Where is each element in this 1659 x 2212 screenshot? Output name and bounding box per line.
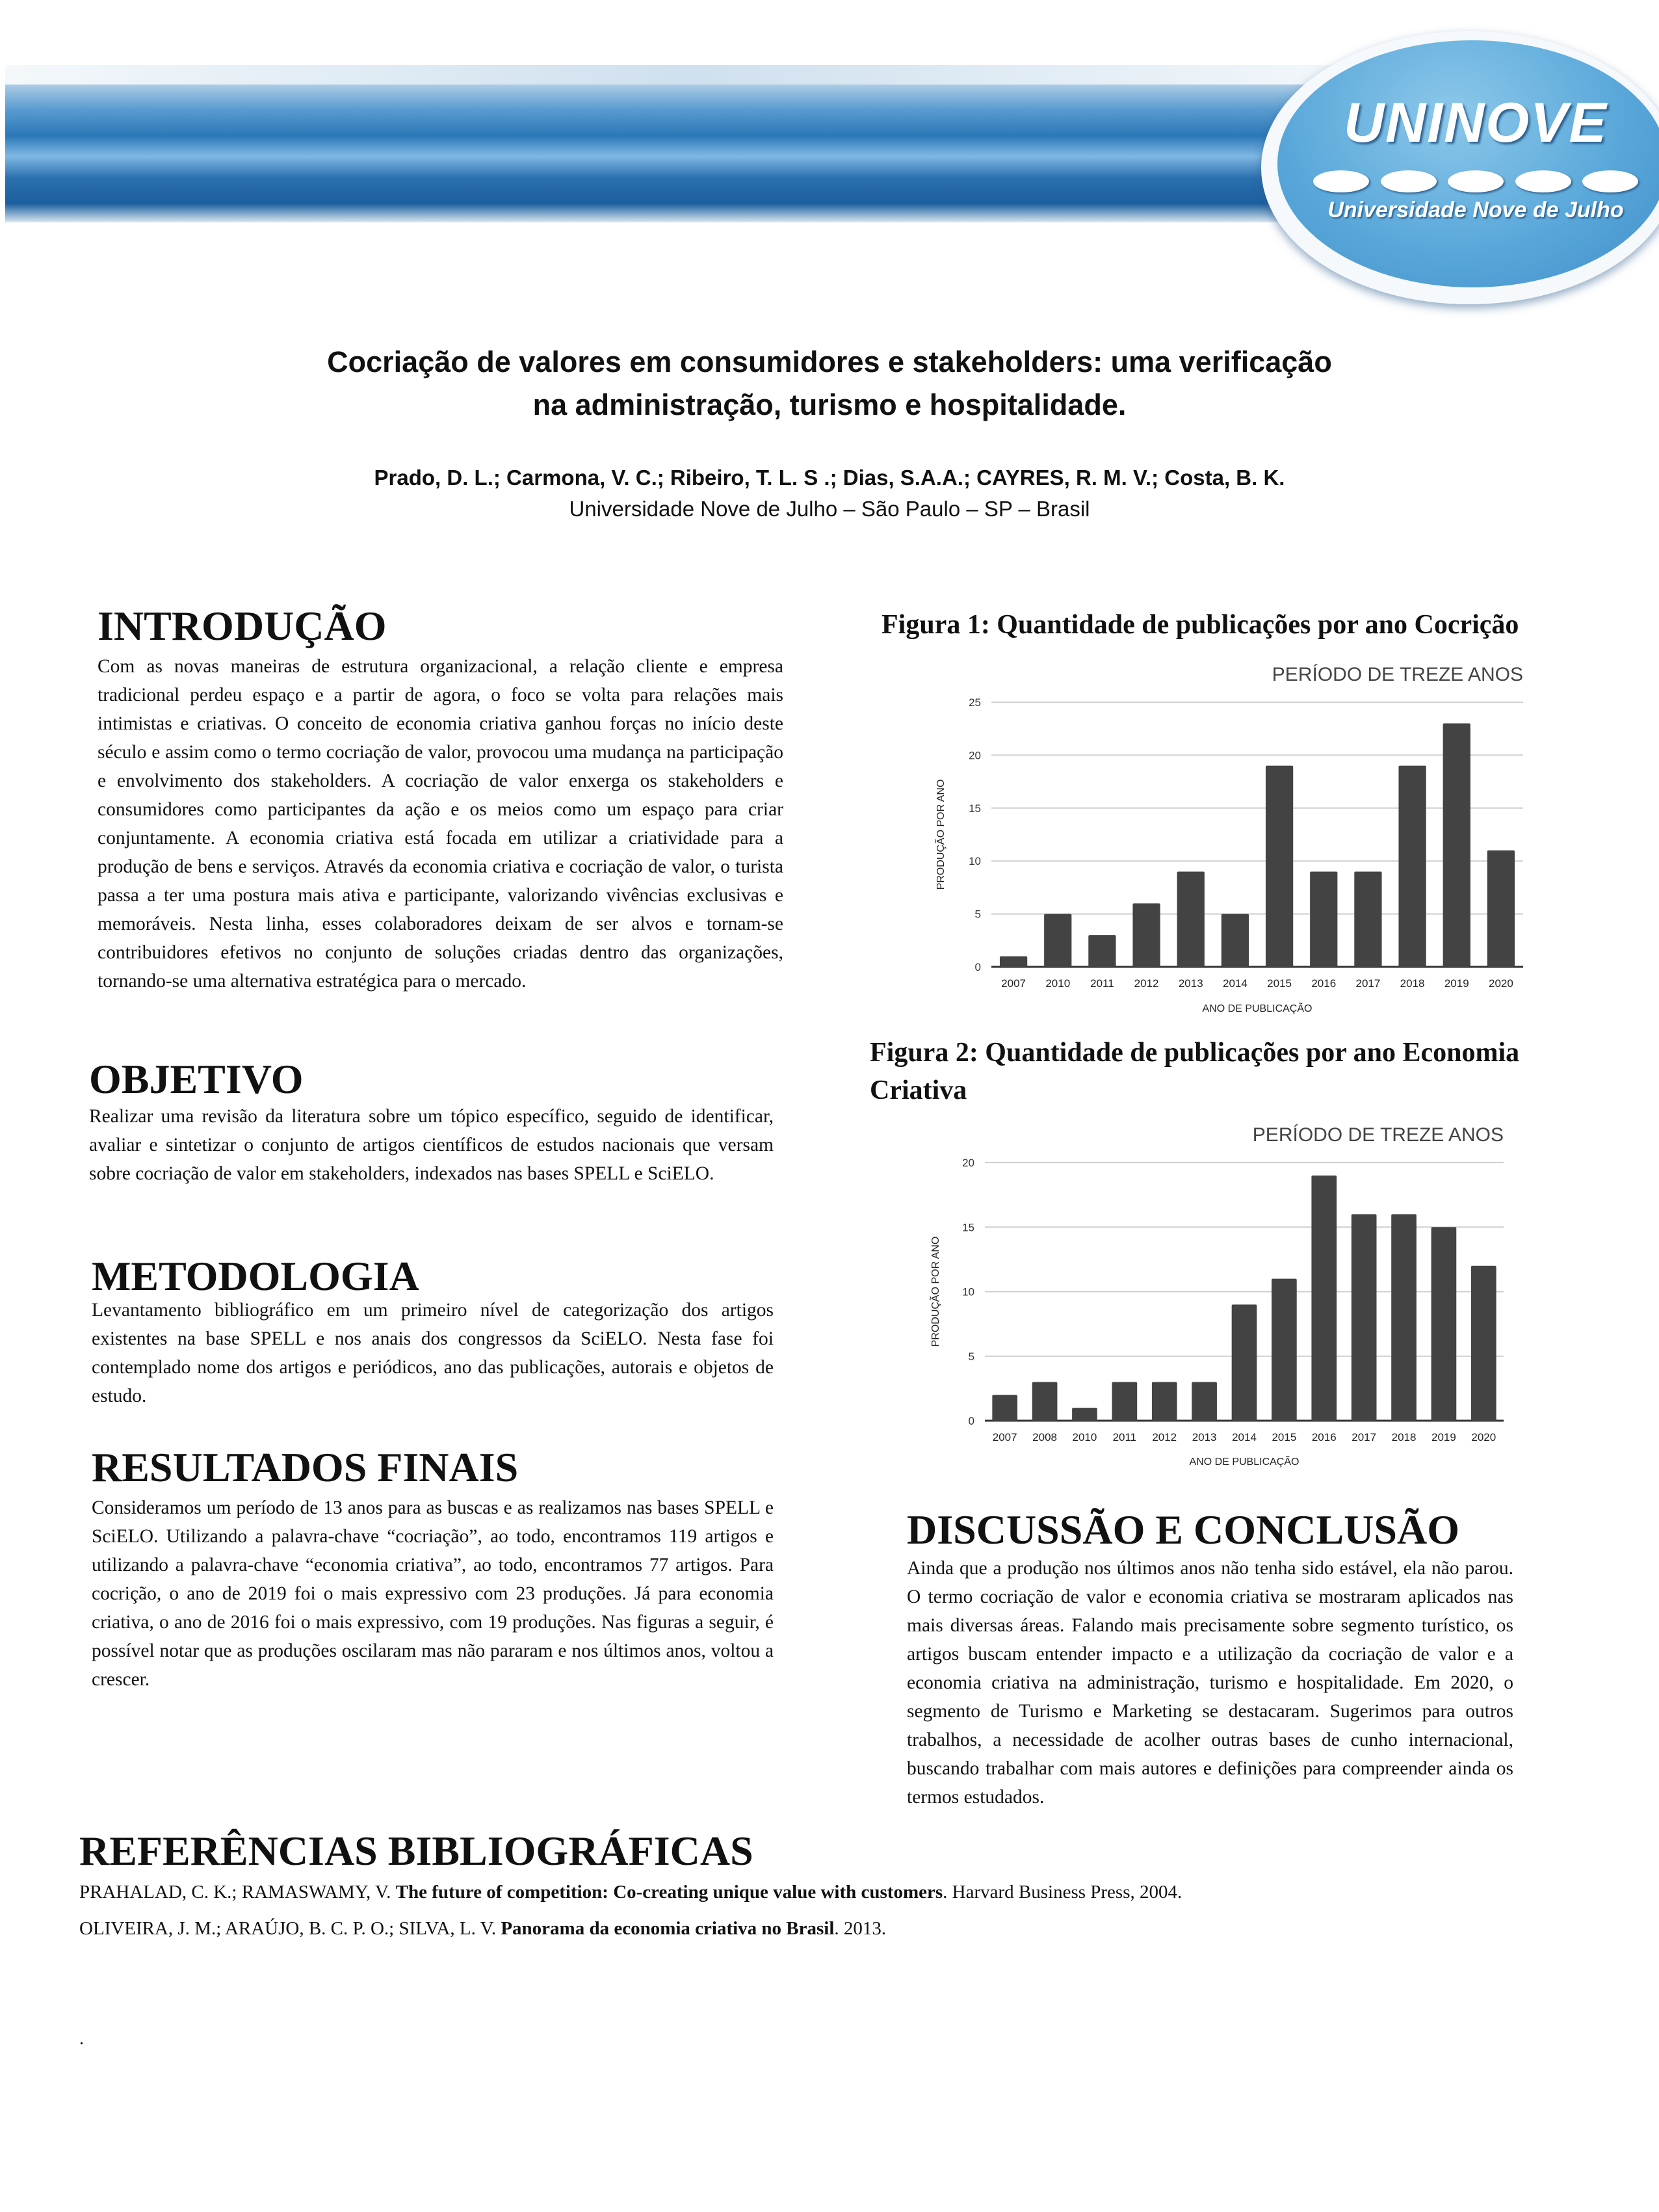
figure2-caption: Figura 2: Quantidade de publicações por ano Economia Criativa — [870, 1038, 1520, 1105]
chart-title: PERÍODO DE TREZE ANOS — [1252, 1124, 1504, 1146]
bar-2014 — [1232, 1304, 1257, 1421]
x-tick-label: 2008 — [1032, 1431, 1057, 1443]
bar-2019 — [1443, 724, 1470, 967]
chart-title: PERÍODO DE TREZE ANOS — [1272, 664, 1523, 685]
affiliation: Universidade Nove de Julho – São Paulo – SP – Brasil — [569, 497, 1090, 521]
x-tick-label: 2015 — [1267, 977, 1292, 990]
x-tick-label: 2015 — [1272, 1431, 1297, 1443]
bar-2017 — [1352, 1214, 1377, 1421]
poster-title-line2: na administração, turismo e hospitalidade. — [532, 388, 1127, 421]
bar-2013 — [1177, 871, 1205, 967]
x-tick-label: 2020 — [1489, 977, 1513, 990]
y-tick-label: 0 — [968, 1415, 974, 1427]
bar-2011 — [1112, 1382, 1138, 1421]
bar-2016 — [1310, 871, 1337, 967]
x-tick-label: 2012 — [1134, 977, 1159, 990]
metodologia-heading: METODOLOGIA — [92, 1253, 419, 1299]
bar-2007 — [1000, 956, 1027, 967]
x-tick-label: 2017 — [1355, 977, 1381, 990]
y-tick-label: 10 — [969, 855, 981, 868]
resultados-heading: RESULTADOS FINAIS — [92, 1444, 519, 1490]
reference-publisher: . Harvard Business Press, 2004. — [943, 1882, 1182, 1903]
x-tick-label: 2011 — [1112, 1431, 1137, 1443]
bar-2008 — [1032, 1382, 1058, 1421]
y-tick-label: 15 — [969, 802, 981, 815]
x-tick-label: 2018 — [1391, 1431, 1417, 1443]
bar-2018 — [1398, 766, 1426, 967]
bar-2015 — [1272, 1279, 1297, 1421]
metodologia-text: Levantamento bibliográfico em um primeiro nível de categorização dos artigos existentes na base SPELL e nos anais dos congressos da SciELO. Nesta fase foi contemplado nome dos artigos e periódicos, ano das publicações, autorais e objetos de estudo. — [92, 1300, 774, 1406]
logo-subtitle: Universidade Nove de Julho — [1327, 198, 1624, 222]
logo-name: UNINOVE — [1344, 92, 1608, 154]
x-axis-label: ANO DE PUBLICAÇÃO — [1189, 1456, 1300, 1468]
x-tick-label: 2017 — [1352, 1431, 1377, 1443]
bar-2011 — [1088, 935, 1116, 967]
reference-authors: OLIVEIRA, J. M.; ARAÚJO, B. C. P. O.; SILVA, L. V. — [79, 1918, 501, 1939]
x-tick-label: 2010 — [1045, 977, 1071, 990]
x-tick-label: 2011 — [1090, 977, 1114, 990]
y-tick-label: 5 — [974, 908, 981, 921]
figure1-caption: Figura 1: Quantidade de publicações por ano Cocrição — [882, 610, 1519, 640]
bar-2010 — [1044, 914, 1071, 967]
objetivo-text: Realizar uma revisão da literatura sobre um tópico específico, seguido de identificar, avaliar e sintetizar o conjunto de artigos científicos de estudos nacionais que versam sobre cocriação de valor em stakeholders, indexados nas bases SPELL e SciELO. — [89, 1106, 774, 1184]
y-tick-label: 20 — [969, 749, 981, 762]
bar-2020 — [1471, 1266, 1496, 1421]
x-tick-label: 2007 — [992, 1431, 1017, 1443]
y-tick-label: 25 — [969, 696, 981, 709]
bar-2017 — [1354, 871, 1381, 967]
x-tick-label: 2014 — [1223, 977, 1248, 990]
bar-2018 — [1391, 1214, 1417, 1421]
x-tick-label: 2013 — [1178, 977, 1203, 990]
resultados-text: Consideramos um período de 13 anos para as buscas e as realizamos nas bases SPELL e SciELO. Utilizando a palavra-chave “cocriação”, ao todo, encontramos 119 artigos e utilizando a palavra-chave “economia criativa”, ao todo, encontramos 77 artigos. Para cocrição, o ano de 2019 foi o mais expressivo com 23 produções. Já para economia criativa, o ano de 2016 foi o mais expressivo, com 19 produções. Nas figuras a seguir, é possível notar que as produções oscilaram mas não pararam e nos últimos anos, voltou a crescer. — [92, 1497, 774, 1690]
bar-2012 — [1152, 1382, 1177, 1421]
bar-2016 — [1311, 1176, 1337, 1421]
x-tick-label: 2019 — [1444, 977, 1469, 990]
y-tick-label: 5 — [968, 1350, 974, 1363]
x-axis-label: ANO DE PUBLICAÇÃO — [1202, 1003, 1313, 1014]
y-axis-label: PRODUÇÃO POR ANO — [930, 1236, 941, 1347]
y-tick-label: 15 — [962, 1221, 974, 1234]
bar-2012 — [1132, 903, 1160, 967]
x-tick-label: 2007 — [1001, 977, 1026, 990]
y-tick-label: 10 — [962, 1285, 974, 1298]
authors: Prado, D. L.; Carmona, V. C.; Ribeiro, T. L. S .; Dias, S.A.A.; CAYRES, R. M. V.; Costa, B. K. — [374, 466, 1285, 490]
x-tick-label: 2016 — [1311, 1431, 1337, 1443]
bar-2014 — [1221, 914, 1249, 967]
reference-item — [79, 1882, 1182, 1903]
y-tick-label: 20 — [962, 1157, 974, 1169]
intro-text: Com as novas maneiras de estrutura organizacional, a relação cliente e empresa tradicional perdeu espaço e a partir de agora, o foco se volta para relações mais intimistas e criativas. O conceito de economia criativa ganhou forças no início deste século e assim como o termo cocriação de valor, provocou uma mudança na participação e envolvimento dos stakeholders. A cocriação de valor enxerga os stakeholders e consumidores como participantes da ação e os meios como um espaço para criar conjuntamente. A economia criativa está focada em utilizar a criatividade para a produção de bens e serviços. Através da economia criativa e cocriação de valor, o turista passa a ter uma postura mais ativa e participante, valorizando vivências exclusivas e memoráveis. Nesta linha, esses colaboradores deixam de ser alvos e tornam-se contribuidores efetivos no conjunto de soluções criadas dentro das organizações, tornando-se uma alternativa estratégica para o mercado. — [98, 656, 783, 992]
reference-authors: PRAHALAD, C. K.; RAMASWAMY, V. — [79, 1882, 396, 1903]
x-tick-label: 2019 — [1431, 1431, 1456, 1443]
poster-title-line1: Cocriação de valores em consumidores e stakeholders: uma verificação — [327, 345, 1332, 378]
bar-2020 — [1487, 850, 1515, 967]
x-tick-label: 2012 — [1152, 1431, 1177, 1443]
bar-2010 — [1072, 1408, 1097, 1421]
x-tick-label: 2010 — [1072, 1431, 1097, 1443]
discussao-heading: DISCUSSÃO E CONCLUSÃO — [907, 1507, 1459, 1553]
reference-title: Panorama da economia criativa no Brasil — [501, 1918, 835, 1939]
reference-title: The future of competition: Co-creating unique value with customers — [395, 1882, 943, 1903]
reference-item — [79, 1918, 886, 1940]
bar-2013 — [1192, 1382, 1217, 1421]
objetivo-heading: OBJETIVO — [89, 1056, 304, 1102]
referencias-heading: REFERÊNCIAS BIBLIOGRÁFICAS — [79, 1828, 753, 1874]
discussao-text: Ainda que a produção nos últimos anos não tenha sido estável, ela não parou. O termo cocriação de valor e economia criativa se mostraram aplicados nas mais diversas áreas. Falando mais precisamente sobre segmento turístico, os artigos buscam entender impacto e a utilização da cocriação de valor e a economia criativa na administração, turismo e hospitalidade. Em 2020, o segmento de Turismo e Marketing se destacaram. Sugerimos para outros trabalhos, a necessidade de acolher outras bases de cunho internacional, buscando trabalhar com mais autores e definições para compreender ainda os termos estudados. — [907, 1558, 1513, 1808]
x-tick-label: 2020 — [1471, 1431, 1496, 1443]
y-tick-label: 0 — [974, 961, 981, 973]
x-tick-label: 2018 — [1400, 977, 1425, 990]
bar-2015 — [1266, 766, 1293, 967]
x-tick-label: 2013 — [1192, 1431, 1217, 1443]
bar-2007 — [992, 1395, 1017, 1421]
reference-publisher: . 2013. — [834, 1918, 887, 1939]
footer-mark: . — [79, 2029, 84, 2049]
intro-heading: INTRODUÇÃO — [98, 603, 387, 649]
bar-2019 — [1431, 1227, 1457, 1421]
y-axis-label: PRODUÇÃO POR ANO — [935, 779, 947, 890]
x-tick-label: 2014 — [1232, 1431, 1257, 1443]
x-tick-label: 2016 — [1311, 977, 1337, 990]
